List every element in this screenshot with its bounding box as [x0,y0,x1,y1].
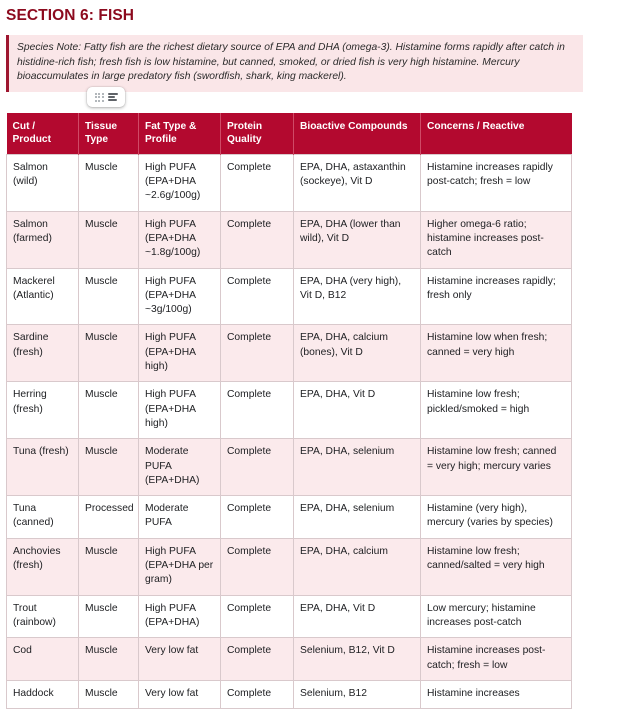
column-header-concerns-reactive[interactable]: Concerns / Reactive [421,113,572,155]
cell-fat-type-profile: High PUFA (EPA+DHA high) [139,325,221,382]
cell-tissue-type: Muscle [79,595,139,638]
cell-cut-product: Salmon (farmed) [7,211,79,268]
species-note-text: Species Note: Fatty fish are the richest dietary source of EPA and DHA (omega-3). Histamine forms rapidly after catch in histidine-rich fish; fresh fish is low histamine, but canned, smoked, or dried fish is very high histamine. Mercury bioaccumulates in large predatory fish (swordfish, shark, king mackerel). [17,42,565,83]
cell-fat-type-profile: Very low fat [139,680,221,708]
cell-cut-product: Tuna (fresh) [7,439,79,496]
cell-tissue-type: Muscle [79,154,139,211]
cell-bioactive-compounds: EPA, DHA (lower than wild), Vit D [294,211,421,268]
cell-tissue-type: Muscle [79,538,139,595]
table-row [7,496,572,539]
cell-fat-type-profile: High PUFA (EPA+DHA ~1.8g/100g) [139,211,221,268]
cell-concerns-reactive: Histamine low when fresh; canned = very high [421,325,572,382]
cell-cut-product: Tuna (canned) [7,496,79,539]
cell-fat-type-profile: High PUFA (EPA+DHA ~3g/100g) [139,268,221,325]
fish-table [6,113,572,709]
cell-protein-quality: Complete [221,268,294,325]
cell-protein-quality: Complete [221,382,294,439]
table-row [7,680,572,708]
cell-concerns-reactive: Histamine increases post-catch; fresh = low [421,638,572,681]
cell-cut-product: Herring (fresh) [7,382,79,439]
table-row [7,382,572,439]
fish-table-container [6,113,571,709]
cell-bioactive-compounds: Selenium, B12, Vit D [294,638,421,681]
cell-concerns-reactive: Histamine (very high), mercury (varies by species) [421,496,572,539]
cell-bioactive-compounds: EPA, DHA, selenium [294,439,421,496]
cell-cut-product: Sardine (fresh) [7,325,79,382]
table-header [7,113,572,155]
table-row [7,538,572,595]
table-body [7,154,572,708]
floating-table-toolbar[interactable] [87,87,125,107]
table-header-row [7,113,572,155]
cell-protein-quality: Complete [221,154,294,211]
cell-protein-quality: Complete [221,325,294,382]
table-row [7,268,572,325]
cell-protein-quality: Complete [221,439,294,496]
cell-fat-type-profile: Moderate PUFA (EPA+DHA) [139,439,221,496]
cell-protein-quality: Complete [221,538,294,595]
column-header-protein-quality[interactable]: Protein Quality [221,113,294,155]
cell-fat-type-profile: Moderate PUFA [139,496,221,539]
cell-tissue-type: Muscle [79,211,139,268]
cell-cut-product: Salmon (wild) [7,154,79,211]
table-row [7,638,572,681]
cell-bioactive-compounds: EPA, DHA, calcium (bones), Vit D [294,325,421,382]
table-row [7,211,572,268]
cell-concerns-reactive: Histamine low fresh; canned = very high; mercury varies [421,439,572,496]
cell-concerns-reactive: Low mercury; histamine increases post-catch [421,595,572,638]
cell-bioactive-compounds: EPA, DHA, astaxanthin (sockeye), Vit D [294,154,421,211]
column-header-bioactive-compounds[interactable]: Bioactive Compounds [294,113,421,155]
cell-tissue-type: Muscle [79,439,139,496]
cell-protein-quality: Complete [221,638,294,681]
cell-protein-quality: Complete [221,496,294,539]
cell-concerns-reactive: Histamine increases rapidly post-catch; fresh = low [421,154,572,211]
cell-protein-quality: Complete [221,211,294,268]
cell-fat-type-profile: High PUFA (EPA+DHA high) [139,382,221,439]
cell-tissue-type: Muscle [79,680,139,708]
cell-tissue-type: Muscle [79,382,139,439]
cell-bioactive-compounds: EPA, DHA, Vit D [294,382,421,439]
cell-tissue-type: Muscle [79,638,139,681]
cell-protein-quality: Complete [221,680,294,708]
page-title: SECTION 6: FISH [6,7,135,24]
cell-cut-product: Anchovies (fresh) [7,538,79,595]
cell-concerns-reactive: Histamine increases [421,680,572,708]
cell-cut-product: Haddock [7,680,79,708]
cell-tissue-type: Muscle [79,325,139,382]
cell-tissue-type: Muscle [79,268,139,325]
table-row [7,439,572,496]
species-note-callout [6,35,583,92]
cell-bioactive-compounds: EPA, DHA, selenium [294,496,421,539]
cell-cut-product: Mackerel (Atlantic) [7,268,79,325]
column-header-fat-type-profile[interactable]: Fat Type & Profile [139,113,221,155]
cell-protein-quality: Complete [221,595,294,638]
cell-concerns-reactive: Histamine increases rapidly; fresh only [421,268,572,325]
cell-concerns-reactive: Higher omega-6 ratio; histamine increases post-catch [421,211,572,268]
cell-cut-product: Cod [7,638,79,681]
cell-concerns-reactive: Histamine low fresh; pickled/smoked = high [421,382,572,439]
table-row [7,325,572,382]
column-header-tissue-type[interactable]: Tissue Type [79,113,139,155]
column-header-cut-product[interactable]: Cut / Product [7,113,79,155]
cell-fat-type-profile: High PUFA (EPA+DHA ~2.6g/100g) [139,154,221,211]
table-row [7,154,572,211]
cell-bioactive-compounds: EPA, DHA, calcium [294,538,421,595]
cell-bioactive-compounds: EPA, DHA (very high), Vit D, B12 [294,268,421,325]
list-lines-icon[interactable] [108,93,118,101]
cell-bioactive-compounds: Selenium, B12 [294,680,421,708]
cell-cut-product: Trout (rainbow) [7,595,79,638]
cell-fat-type-profile: High PUFA (EPA+DHA) [139,595,221,638]
cell-fat-type-profile: High PUFA (EPA+DHA per gram) [139,538,221,595]
cell-tissue-type: Processed [79,496,139,539]
table-row [7,595,572,638]
drag-dots-icon[interactable] [95,93,104,102]
cell-fat-type-profile: Very low fat [139,638,221,681]
cell-bioactive-compounds: EPA, DHA, Vit D [294,595,421,638]
cell-concerns-reactive: Histamine low fresh; canned/salted = very high [421,538,572,595]
document-page [0,6,617,709]
